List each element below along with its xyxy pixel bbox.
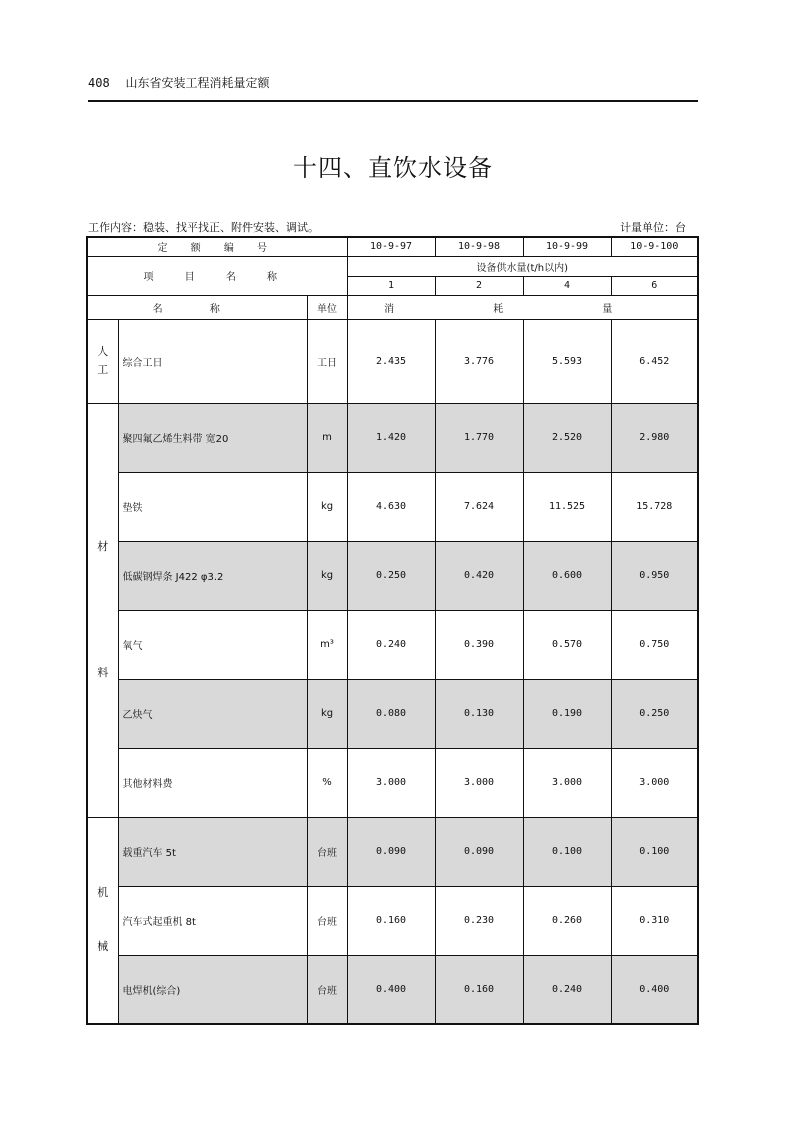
capacity-value: 4	[523, 276, 611, 295]
consumption-value: 0.090	[347, 817, 435, 886]
category-material: 材 料	[87, 403, 118, 817]
resource-unit: kg	[307, 472, 347, 541]
consumption-value: 0.420	[435, 541, 523, 610]
resource-name: 其他材料费	[118, 748, 307, 817]
consumption-value: 0.250	[611, 679, 698, 748]
table-row	[87, 679, 698, 748]
consumption-value: 2.520	[523, 403, 611, 472]
consumption-value: 0.240	[523, 955, 611, 1024]
category-labor: 人 工	[87, 319, 118, 403]
resource-name: 聚四氟乙烯生料带 宽20	[118, 403, 307, 472]
work-content: 工作内容：稳装、找平找正、附件安装、调试。	[88, 221, 319, 234]
consumption-value: 5.593	[523, 319, 611, 403]
resource-unit: 台班	[307, 955, 347, 1024]
resource-unit: m	[307, 403, 347, 472]
unit-column-label: 单位	[307, 295, 347, 319]
table-row	[87, 319, 698, 403]
capacity-header-row	[87, 256, 698, 276]
resource-unit: kg	[307, 541, 347, 610]
consumption-label: 消 耗 量	[347, 295, 698, 319]
quota-no-label: 定 额 编 号	[87, 237, 347, 256]
capacity-value: 6	[611, 276, 698, 295]
consumption-value: 1.770	[435, 403, 523, 472]
resource-name: 汽车式起重机 8t	[118, 886, 307, 955]
consumption-value: 0.260	[523, 886, 611, 955]
consumption-value: 3.000	[347, 748, 435, 817]
consumption-value: 6.452	[611, 319, 698, 403]
header-rule	[88, 100, 698, 102]
consumption-value: 0.570	[523, 610, 611, 679]
consumption-value: 2.980	[611, 403, 698, 472]
consumption-value: 0.100	[523, 817, 611, 886]
resource-name: 垫铁	[118, 472, 307, 541]
consumption-value: 0.240	[347, 610, 435, 679]
section-title: 十四、直饮水设备	[293, 154, 493, 182]
unit-note: 计量单位：台	[620, 221, 686, 234]
name-column-label: 名 称	[87, 295, 307, 319]
consumption-value: 0.160	[347, 886, 435, 955]
capacity-label: 设备供水量(t/h以内)	[347, 256, 698, 276]
table-row	[87, 541, 698, 610]
item-name-label: 项 目 名 称	[87, 256, 347, 295]
consumption-value: 0.600	[523, 541, 611, 610]
table-row	[87, 955, 698, 1024]
resource-unit: 工日	[307, 319, 347, 403]
consumption-value: 0.750	[611, 610, 698, 679]
consumption-value: 3.776	[435, 319, 523, 403]
resource-unit: 台班	[307, 886, 347, 955]
consumption-value: 0.390	[435, 610, 523, 679]
page-number: 408	[88, 76, 110, 90]
consumption-value: 0.190	[523, 679, 611, 748]
resource-name: 乙炔气	[118, 679, 307, 748]
category-machine: 机 械	[87, 817, 118, 1024]
consumption-value: 2.435	[347, 319, 435, 403]
consumption-value: 0.250	[347, 541, 435, 610]
table-row	[87, 817, 698, 886]
consumption-value: 1.420	[347, 403, 435, 472]
consumption-value: 0.090	[435, 817, 523, 886]
page-header	[88, 74, 698, 91]
table-row	[87, 403, 698, 472]
quota-number: 10-9-97	[347, 237, 435, 256]
resource-unit: kg	[307, 679, 347, 748]
resource-name: 载重汽车 5t	[118, 817, 307, 886]
resource-name: 氧气	[118, 610, 307, 679]
consumption-value: 0.230	[435, 886, 523, 955]
consumption-value: 4.630	[347, 472, 435, 541]
work-content-line	[88, 219, 686, 235]
consumption-value: 0.400	[611, 955, 698, 1024]
capacity-value: 2	[435, 276, 523, 295]
consumption-value: 11.525	[523, 472, 611, 541]
table-row	[87, 610, 698, 679]
consumption-value: 0.100	[611, 817, 698, 886]
resource-unit: m³	[307, 610, 347, 679]
consumption-value: 3.000	[523, 748, 611, 817]
quota-table	[86, 236, 699, 1025]
resource-name: 电焊机(综合)	[118, 955, 307, 1024]
consumption-value: 15.728	[611, 472, 698, 541]
consumption-value: 0.160	[435, 955, 523, 1024]
consumption-value: 3.000	[611, 748, 698, 817]
consumption-value: 0.130	[435, 679, 523, 748]
consumption-value: 3.000	[435, 748, 523, 817]
capacity-value: 1	[347, 276, 435, 295]
resource-unit: 台班	[307, 817, 347, 886]
quota-number: 10-9-99	[523, 237, 611, 256]
table-row	[87, 748, 698, 817]
quota-number: 10-9-100	[611, 237, 698, 256]
consumption-value: 0.310	[611, 886, 698, 955]
resource-name: 综合工日	[118, 319, 307, 403]
resource-unit: %	[307, 748, 347, 817]
table-row	[87, 886, 698, 955]
book-title: 山东省安装工程消耗量定额	[125, 76, 270, 90]
table-row	[87, 472, 698, 541]
consumption-value: 0.950	[611, 541, 698, 610]
consumption-value: 0.080	[347, 679, 435, 748]
quota-number-row	[87, 237, 698, 256]
column-header-row	[87, 295, 698, 319]
consumption-value: 0.400	[347, 955, 435, 1024]
resource-name: 低碳钢焊条 J422 φ3.2	[118, 541, 307, 610]
quota-number: 10-9-98	[435, 237, 523, 256]
consumption-value: 7.624	[435, 472, 523, 541]
